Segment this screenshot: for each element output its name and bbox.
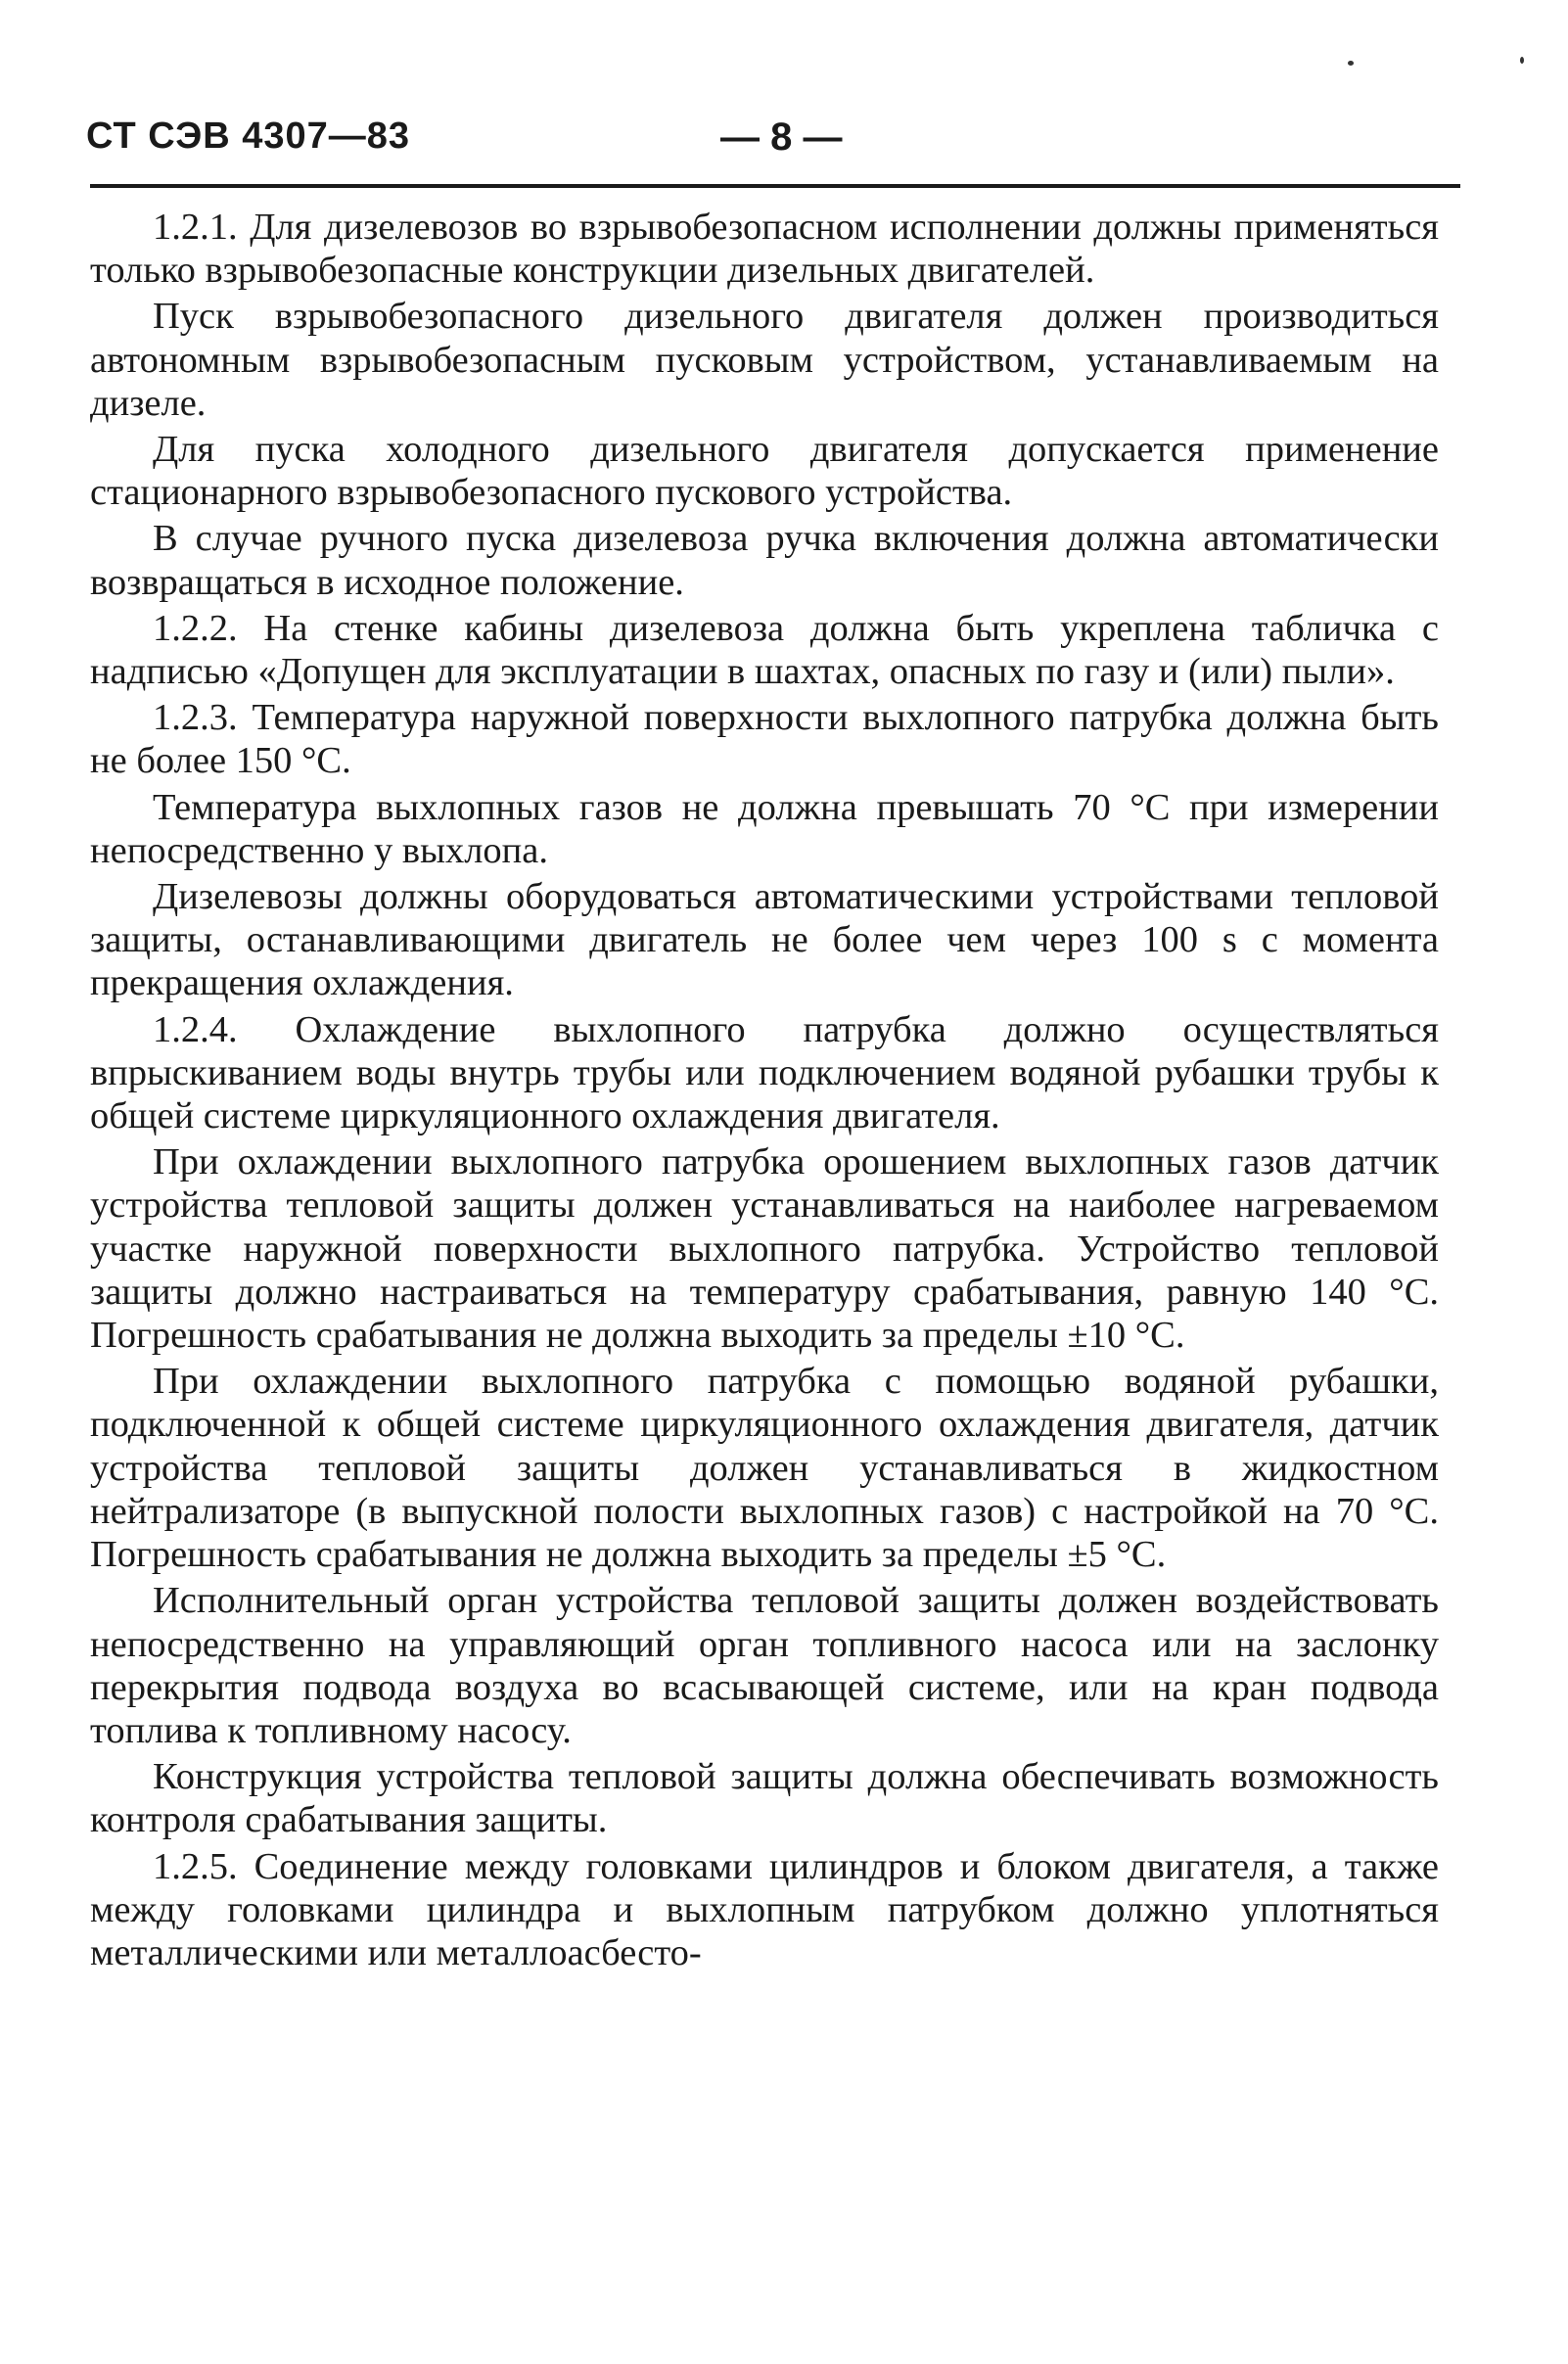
standard-code: СТ СЭВ 4307—83 xyxy=(86,116,411,157)
page-number: — 8 — xyxy=(720,116,843,159)
paragraph-start-autonomous: Пуск взрывобезопасного дизельного двигателя должен производиться автономным взрывобезопасным пусковым устройством, устанавливаемым на дизеле. xyxy=(90,296,1439,424)
page-header xyxy=(86,116,1456,174)
paragraph-thermal-protection: Дизелевозы должны оборудоваться автоматическими устройствами тепловой защиты, останавливающими двигатель не более чем через 100 s с момента прекращения охлаждения. xyxy=(90,876,1439,1004)
paragraph-water-jacket-cooling: При охлаждении выхлопного патрубка с помощью водяной рубашки, подключенной к общей системе циркуляционного охлаждения двигателя, датчик устройства тепловой защиты должен устанавливаться в жидкостном нейтрализаторе (в выпускной полости выхлопных газов) с настройкой на 70 °С. Погрешность срабатывания не должна выходить за пределы ±5 °С. xyxy=(90,1361,1439,1576)
paragraph-1-2-1: 1.2.1. Для дизелевозов во взрывобезопасном исполнении должны применяться только взрывобезопасные конструкции дизельных двигателей. xyxy=(90,207,1439,292)
paragraph-1-2-2: 1.2.2. На стенке кабины дизелевоза должна быть укреплена табличка с надписью «Допущен для эксплуатации в шахтах, опасных по газу и (или) пыли». xyxy=(90,607,1439,693)
paragraph-start-cold-engine: Для пуска холодного дизельного двигателя допускается применение стационарного взрывобезопасного пускового устройства. xyxy=(90,429,1439,514)
scan-speck xyxy=(1520,57,1524,64)
paragraph-protection-check: Конструкция устройства тепловой защиты должна обеспечивать возможность контроля срабатывания защиты. xyxy=(90,1756,1439,1841)
document-body xyxy=(90,206,1439,1977)
header-rule xyxy=(90,184,1460,188)
paragraph-manual-start: В случае ручного пуска дизелевоза ручка включения должна автоматически возвращаться в исходное положение. xyxy=(90,518,1439,603)
paragraph-1-2-4: 1.2.4. Охлаждение выхлопного патрубка должно осуществляться впрыскиванием воды внутрь трубы или подключением водяной рубашки трубы к общей системе циркуляционного охлаждения двигателя. xyxy=(90,1008,1439,1137)
paragraph-1-2-5: 1.2.5. Соединение между головками цилиндров и блоком двигателя, а также между головками цилиндра и выхлопным патрубком должно уплотняться металлическими или металлоасбесто- xyxy=(90,1845,1439,1973)
paragraph-actuator: Исполнительный орган устройства тепловой защиты должен воздействовать непосредственно на управляющий орган топливного насоса или на заслонку перекрытия подвода воздуха во всасывающей системе, или на кран подвода топлива к топливному насосу. xyxy=(90,1580,1439,1751)
paragraph-1-2-3: 1.2.3. Температура наружной поверхности выхлопного патрубка должна быть не более 150 °С. xyxy=(90,697,1439,782)
paragraph-irrigation-cooling: При охлаждении выхлопного патрубка орошением выхлопных газов датчик устройства тепловой защиты должен устанавливаться на наиболее нагреваемом участке наружной поверхности выхлопного патрубка. Устройство тепловой защиты должно настраиваться на температуру срабатывания, равную 140 °С. Погрешность срабатывания не должна выходить за пределы ±10 °С. xyxy=(90,1141,1439,1357)
paragraph-exhaust-gas-temp: Температура выхлопных газов не должна превышать 70 °С при измерении непосредственно у выхлопа. xyxy=(90,786,1439,871)
scan-speck xyxy=(1348,61,1354,66)
